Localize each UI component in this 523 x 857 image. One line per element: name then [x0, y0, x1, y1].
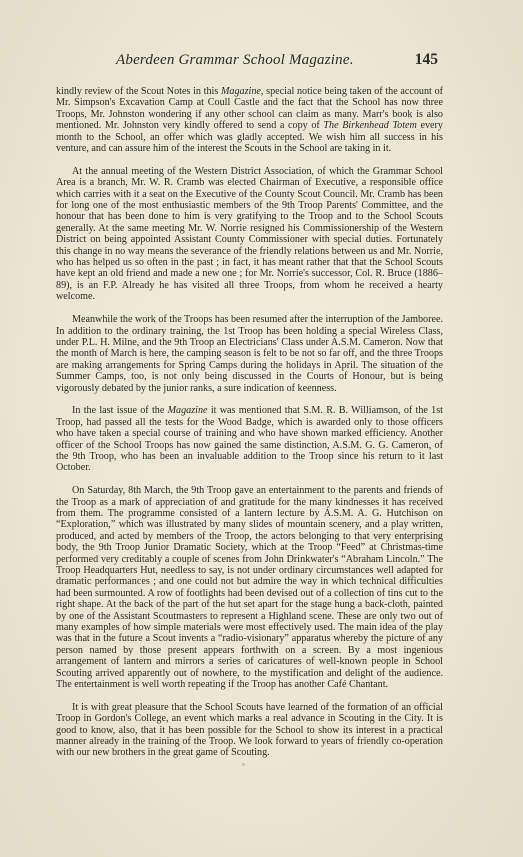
paragraph-troop-work: Meanwhile the work of the Troops has been resumed after the interruption of the Jamboree. In addition to the ordinary training, the 1st Troop has been holding a special Wireless Class, under P.L. H. Milne, and the 9th Troop an Electricians' Class under A.S.M. Cameron. Now that the month of March is here, the camping season is felt to be not so far off, and the three Troops are making arrangements for Spring Camps during the holidays in April. The situation of the Summer Camps, too, is not only being discussed in the Courts of Honour, but is being vigorously debated by the junior ranks, a sure indication of keenness.	[56, 314, 443, 394]
page-header	[66, 51, 438, 74]
page-number: 145	[414, 51, 438, 68]
birkenhead-totem-title: The Birkenhead Totem	[323, 120, 417, 132]
print-speck	[242, 763, 245, 766]
paragraph-entertainment: On Saturday, 8th March, the 9th Troop gave an entertainment to the parents and friends of the Troop as a mark of appreciation of and gratitude for the many kindnesses it has received from them. The programme consisted of a lantern lecture by A.S.M. A. G. Hutchison on “Exploration,” which was illustrated by many slides of mountain scenery, and a play written, produced, and acted by members of the Troop, the actors belonging to that very enterprising body, the 9th Troop Junior Dramatic Society, which at the Troop “Feed” at Christmas-time performed very creditably a couple of scenes from John Drinkwater's “Abraham Lincoln.” The Troop Headquarters Hut, needless to say, is not under ordinary circumstances well adapted for dramatic performances ; and one could not but admire the way in which technical difficulties had been surmounted. A row of footlights had been devised out of a collection of tins cut to the right shape. At the back of the part of the hut set apart for the stage hung a back-cloth, painted by one of the Assistant Scoutmasters to represent a Highland scene. These are only two out of many examples of how simple materials were most effectively used. The main idea of the play was that in the future a Scout invents a “radio-visionary” apparatus whereby the picture of any person named by those present appears forthwith on a screen. By a most ingenious arrangement of lantern and mirrors a series of caricatures of well-known people in School Scouting arrived apparently out of nowhere, to the mystification and delight of the audience. The entertainment is well worth repeating if the Troop has another Café Chantant.	[56, 485, 443, 691]
magazine-title: Magazine	[220, 86, 261, 97]
paragraph-wood-badge: In the last issue of the Magazine it was mentioned that S.M. R. B. Williamson, of the 1st Troop, had passed all the tests for the Wood Badge, which is awarded only to those officers who have taken a special course of training and who have shown marked efficiency. Another officer of the School Troops has now gained the same distinction, A.S.M. G. G. Cameron, of the 9th Troop, who has been an invaluable addition to the Troop since his return to it last October.	[56, 405, 443, 474]
magazine-title: Magazine	[167, 405, 208, 417]
paragraph-gordons-college: It is with great pleasure that the School Scouts have learned of the formation of an official Troop in Gordon's College, an event which marks a real advance in Scouting in the City. It is good to know, also, that it has been possible for the School to show its interest in a practical manner already in the training of the Troop. We look forward to years of friendly co-operation with our new brothers in the great game of Scouting.	[56, 701, 443, 759]
article-body	[56, 86, 443, 770]
paragraph-district-association: At the annual meeting of the Western District Association, of which the Grammar School Area is a branch, Mr. W. R. Cramb was elected Chairman of Executive, a responsible office which carries with it a seat on the Executive of the County Scout Council. Mr. Cramb has been for long one of the most enthusiastic members of the 9th Troop Parents' Committee, and the honour that has been done to him is very gratifying to the Troop and to the School Scouts generally. At the same meeting Mr. W. Norrie resigned his Commissionership of the Western District on being appointed Assistant County Commissioner with special duties. Fortunately this change in no way means the severance of the friendly relations between us and Mr. Norrie, who has helped us so often in the past ; in fact, it has meant rather that that the School Scouts have kept an old friend and made a new one ; for Mr. Norrie's successor, Col. R. Bruce (1886–89), is an F.P. Already he has visited all three Troops, from whom he received a hearty welcome.	[56, 165, 443, 303]
running-title: Aberdeen Grammar School Magazine.	[116, 52, 354, 68]
paragraph-scout-review: kindly review of the Scout Notes in this Magazine, special notice being taken of the account of Mr. Simpson's Excavation Camp at Coull Castle and the fact that the School has now three Troops, Mr. Johnston wondering if any other school can claim as many. Marr's book is also mentioned. Mr. Johnston very kindly offered to send a copy of The Birkenhead Totem every month to the School, an offer which was gladly accepted. We wish him all success in his venture, and can assure him of the interest the Scouts in the School are taking in it.	[56, 86, 443, 155]
